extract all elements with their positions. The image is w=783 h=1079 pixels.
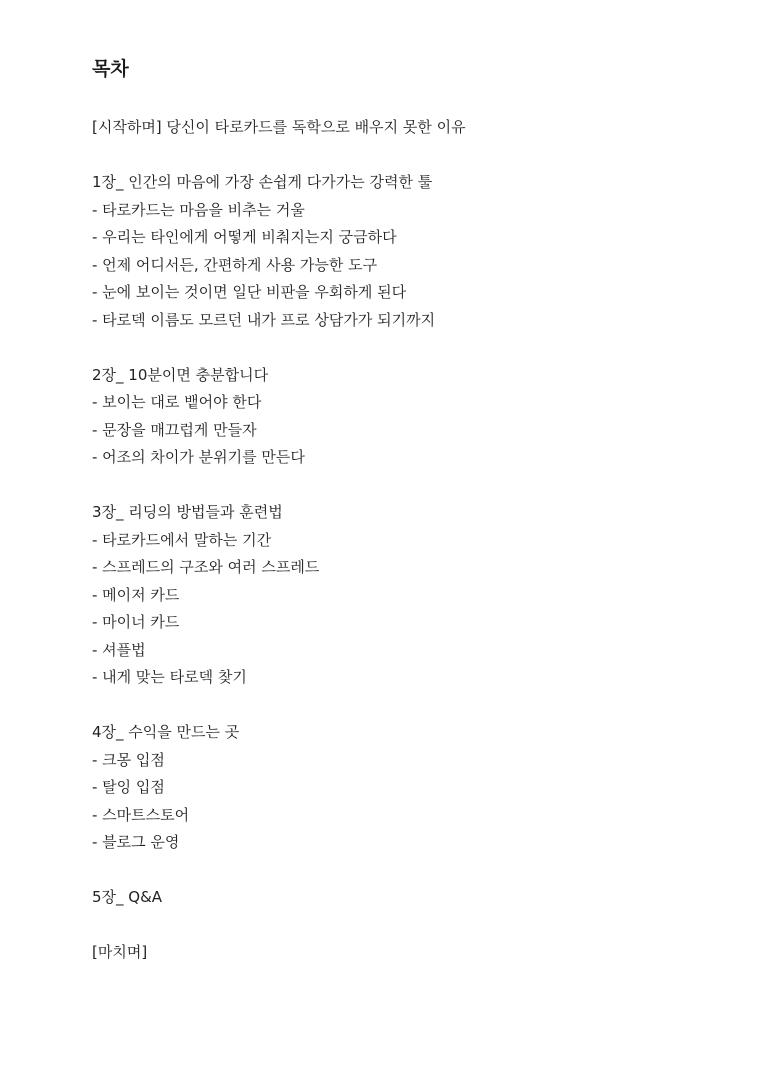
spacer xyxy=(92,142,743,170)
list-item: - 셔플법 xyxy=(92,640,146,659)
list-item: - 내게 맞는 타로덱 찾기 xyxy=(92,668,247,686)
chapter-heading: 1장_ 인간의 마음에 가장 손쉽게 다가가는 강력한 툴 xyxy=(92,173,433,191)
chapter-heading: 4장_ 수익을 만드는 곳 xyxy=(92,723,240,741)
spacer xyxy=(92,472,743,500)
list-item: - 스마트스토어 xyxy=(92,805,190,824)
list-item: - 스프레드의 구조와 여러 스프레드 xyxy=(92,558,320,576)
spacer xyxy=(92,857,743,885)
chapter-4 xyxy=(92,719,743,857)
chapter-heading: 2장_ 10분이면 충분합니다 xyxy=(92,365,269,384)
spacer xyxy=(92,692,743,720)
list-item: - 탈잉 입점 xyxy=(92,778,165,796)
list-item: - 메이저 카드 xyxy=(92,585,180,604)
chapter-heading: 3장_ 리딩의 방법들과 훈련법 xyxy=(92,503,283,521)
list-item: - 문장을 매끄럽게 만들자 xyxy=(92,420,257,439)
chapter-3 xyxy=(92,499,743,692)
list-item: - 타로카드는 마음을 비추는 거울 xyxy=(92,200,305,219)
chapter-heading: 5장_ Q&A xyxy=(92,888,163,906)
outro-entry: [마치며] xyxy=(92,943,148,961)
spacer xyxy=(92,334,743,362)
chapter-2 xyxy=(92,362,743,472)
list-item: - 마이너 카드 xyxy=(92,613,180,631)
list-item: - 타로카드에서 말하는 기간 xyxy=(92,530,272,549)
list-item: - 언제 어디서든, 간편하게 사용 가능한 도구 xyxy=(92,255,378,274)
list-item: - 눈에 보이는 것이면 일단 비판을 우회하게 된다 xyxy=(92,283,407,301)
list-item: - 우리는 타인에게 어떻게 비춰지는지 궁금하다 xyxy=(92,228,397,246)
spacer xyxy=(92,912,743,940)
list-item: - 크몽 입점 xyxy=(92,750,165,769)
list-item: - 어조의 차이가 분위기를 만든다 xyxy=(92,448,305,466)
chapter-5 xyxy=(92,884,743,912)
page-title: 목차 xyxy=(92,58,129,80)
list-item: - 블로그 운영 xyxy=(92,833,180,851)
intro-entry: [시작하며] 당신이 타로카드를 독학으로 배우지 못한 이유 xyxy=(92,118,466,136)
chapter-1 xyxy=(92,169,743,334)
table-of-contents xyxy=(92,56,743,967)
list-item: - 타로덱 이름도 모르던 내가 프로 상담가가 되기까지 xyxy=(92,310,436,329)
list-item: - 보이는 대로 뱉어야 한다 xyxy=(92,393,262,411)
